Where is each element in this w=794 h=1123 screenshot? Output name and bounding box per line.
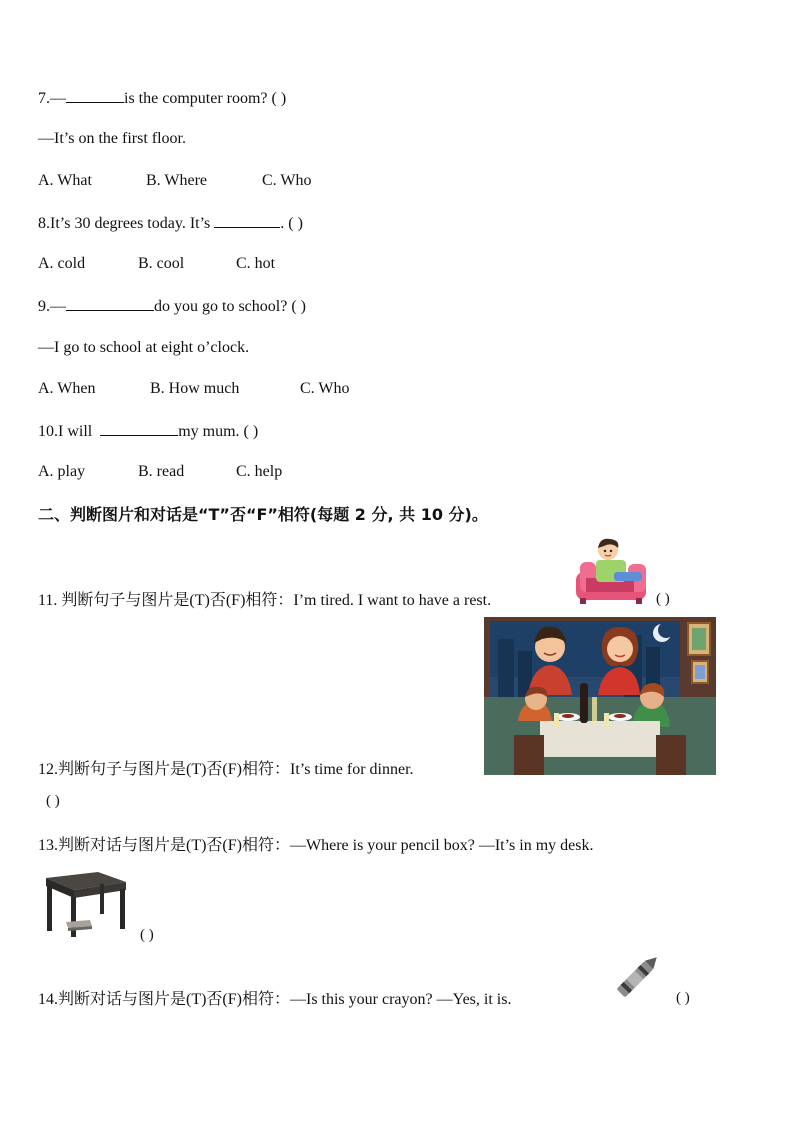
q8-blank[interactable] [214, 213, 280, 228]
q11-question: 11. 判断句子与图片是(T)否(F)相符：I’m tired. I want to have a rest. [38, 592, 492, 609]
q9-suffix: do you go to school? ( ) [154, 298, 306, 315]
q7-blank[interactable] [66, 88, 124, 103]
q10-blank[interactable] [100, 421, 178, 436]
resting-boy-armchair-image [574, 536, 650, 606]
q8-prefix: 8.It’s 30 degrees today. It’s [38, 215, 211, 232]
q8-option-b[interactable]: B. cool [138, 255, 185, 272]
q12-answer-blank[interactable]: ( ) [46, 793, 60, 809]
q10-question [38, 421, 258, 442]
q14-answer-blank[interactable]: ( ) [676, 990, 690, 1006]
q10-option-c[interactable]: C. help [236, 463, 283, 480]
section-2-heading: 二、判断图片和对话是“T”否“F”相符(每题 2 分, 共 10 分)。 [38, 505, 488, 524]
desk-with-pencil-box-image [38, 868, 128, 940]
q7-answer: —It’s on the first floor. [38, 130, 186, 147]
q7-option-b[interactable]: B. Where [146, 172, 208, 189]
q10-option-b[interactable]: B. read [138, 463, 185, 480]
q8-option-a[interactable]: A. cold [38, 255, 86, 272]
q13-answer-blank[interactable]: ( ) [140, 927, 154, 943]
q8-option-c[interactable]: C. hot [236, 255, 276, 272]
q7-option-a[interactable]: A. What [38, 172, 92, 189]
family-dinner-image [484, 617, 716, 775]
q14-question: 14.判断对话与图片是(T)否(F)相符：—Is this your crayon? —Yes, it is. [38, 991, 512, 1008]
q7-prefix: 7.— [38, 90, 66, 107]
q13-question: 13.判断对话与图片是(T)否(F)相符：—Where is your pencil box? —It’s in my desk. [38, 837, 594, 854]
q9-answer: —I go to school at eight o’clock. [38, 339, 250, 356]
q7-question [38, 88, 286, 109]
q9-blank[interactable] [66, 296, 154, 311]
q10-prefix: 10.I will [38, 423, 93, 440]
q7-suffix: is the computer room? ( ) [124, 90, 287, 107]
q8-question [38, 213, 303, 234]
q8-suffix: . ( ) [280, 215, 303, 232]
q9-option-c[interactable]: C. Who [300, 380, 350, 397]
q12-question: 12.判断句子与图片是(T)否(F)相符：It’s time for dinner. [38, 761, 414, 778]
q9-prefix: 9.— [38, 298, 66, 315]
q10-suffix: my mum. ( ) [178, 423, 259, 440]
q9-option-b[interactable]: B. How much [150, 380, 240, 397]
q9-question [38, 296, 306, 317]
q11-answer-blank[interactable]: ( ) [656, 591, 670, 607]
crayon-icon [608, 948, 666, 1006]
q9-option-a[interactable]: A. When [38, 380, 96, 397]
q10-option-a[interactable]: A. play [38, 463, 86, 480]
q7-option-c[interactable]: C. Who [262, 172, 312, 189]
